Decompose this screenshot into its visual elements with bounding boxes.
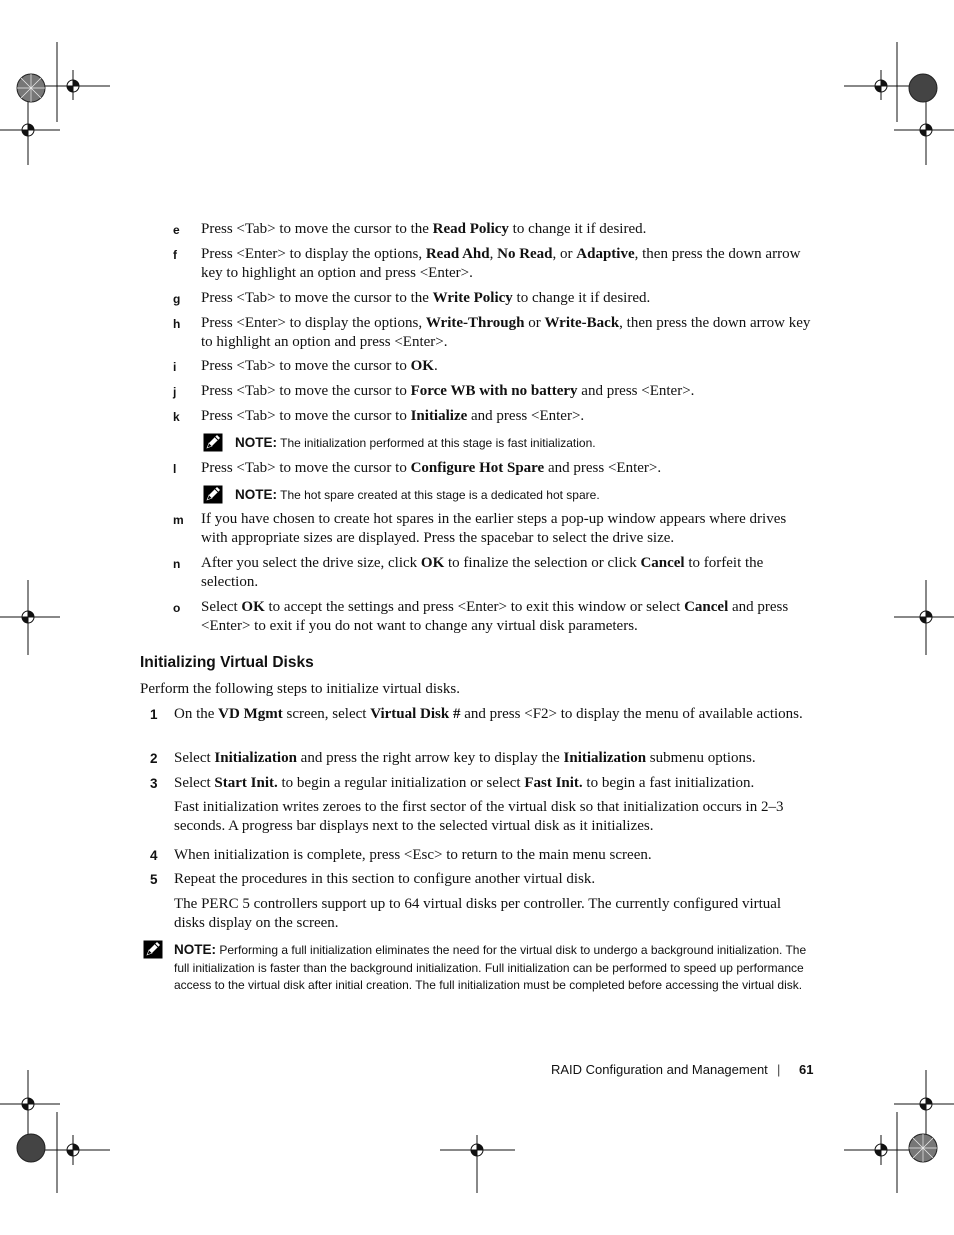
step-letter: g <box>173 292 181 306</box>
ui-term: Write-Through <box>425 315 525 331</box>
step-item <box>173 598 813 635</box>
step-number: 3 <box>150 776 158 791</box>
text-run: to change it if desired. <box>508 221 647 237</box>
text-run: and press <Enter>. <box>544 460 662 476</box>
page-number: 61 <box>799 1062 814 1077</box>
text-run: Press <Tab> to move the cursor to <box>201 460 411 476</box>
step-letter: m <box>173 513 184 527</box>
step-text <box>201 382 813 401</box>
text-run: Press <Tab> to move the cursor to <box>201 383 411 399</box>
note-fast-init <box>235 434 596 453</box>
note-label: NOTE: <box>235 435 277 450</box>
footer-separator: | <box>777 1062 781 1077</box>
step-number: 4 <box>150 848 158 863</box>
step-text <box>201 314 813 351</box>
numbered-step <box>150 774 815 793</box>
note-text: The initialization performed at this stage is fast initialization. <box>280 436 596 450</box>
text-run: , then press the down arrow key to highlight an option and press <Enter>. <box>201 246 801 281</box>
footer-chapter-title: RAID Configuration and Management <box>551 1062 768 1077</box>
text-run: Press <Enter> to display the options, <box>201 315 426 331</box>
ui-term: Configure Hot Spare <box>410 460 545 476</box>
numbered-step <box>150 870 815 889</box>
text-run: to change it if desired. <box>512 290 651 306</box>
text-run: . <box>433 358 438 374</box>
text-run: Press <Enter> to display the options, <box>201 246 426 262</box>
numbered-step <box>150 846 815 865</box>
step-text <box>201 510 813 547</box>
numbered-step <box>150 705 815 724</box>
text-run: , or <box>552 246 577 262</box>
ui-term: Initialization <box>214 750 297 766</box>
note-full-init <box>174 941 819 995</box>
ui-term: Cancel <box>684 599 729 615</box>
step-item <box>173 510 813 547</box>
text-run: and press <Enter>. <box>577 383 695 399</box>
step-number: 1 <box>150 707 158 722</box>
step-item <box>173 407 813 426</box>
ui-term: Start Init. <box>214 775 278 791</box>
ui-term: OK <box>420 555 445 571</box>
step-text <box>201 554 813 591</box>
step-text <box>201 598 813 635</box>
step-text <box>201 357 813 376</box>
note-pencil-icon <box>143 940 163 959</box>
ui-term: OK <box>241 599 265 615</box>
ui-term: No Read <box>497 246 553 262</box>
text-run: If you have chosen to create hot spares in the earlier steps a pop-up window appears where drives with appropriate sizes are displayed. Press the spacebar to select the drive size. <box>201 511 787 546</box>
text-run: or <box>524 315 545 331</box>
text-run: to begin a fast initialization. <box>582 775 755 791</box>
text-run: On the <box>174 706 219 722</box>
step-item <box>173 459 813 478</box>
text-run: , then press the down arrow key to highlight an option and press <Enter>. <box>201 315 811 350</box>
step-letter: k <box>173 410 180 424</box>
text-run: to forfeit the selection. <box>201 555 764 590</box>
fast-init-paragraph: Fast initialization writes zeroes to the first sector of the virtual disk so that initialization occurs in 2–3 seconds. A progress bar displays next to the selected virtual disk as it initializes. <box>174 799 784 834</box>
ui-term: Force WB with no battery <box>410 383 578 399</box>
note-text: Performing a full initialization eliminates the need for the virtual disk to undergo a background initialization. The full initialization is faster than the background initialization. Full initialization can be performed to speed up performance access to the virtual disk after initial creation. The full initialization must be completed before accessing the virtual disk. <box>174 943 807 992</box>
step-text <box>174 705 815 724</box>
ui-term: Fast Init. <box>524 775 583 791</box>
note-pencil-icon <box>203 485 223 504</box>
text-run: and press <Enter>. <box>467 408 585 424</box>
step-item <box>173 289 813 308</box>
text-run: and press the right arrow key to display the <box>296 750 564 766</box>
text-run: submenu options. <box>646 750 756 766</box>
text-run: Press <Tab> to move the cursor to the <box>201 290 433 306</box>
step-text <box>201 289 813 308</box>
step-letter: l <box>173 462 177 476</box>
text-run: Select <box>201 599 242 615</box>
text-run: Repeat the procedures in this section to configure another virtual disk. <box>174 871 596 887</box>
step-letter: i <box>173 360 177 374</box>
step-text <box>174 846 815 865</box>
text-run: to finalize the selection or click <box>444 555 641 571</box>
text-run: screen, select <box>282 706 371 722</box>
text-run: to begin a regular initialization or select <box>277 775 525 791</box>
note-label: NOTE: <box>174 942 216 957</box>
step-item <box>173 314 813 351</box>
perc-controllers-paragraph: The PERC 5 controllers support up to 64 virtual disks per controller. The currently configured virtual disks display on the screen. <box>174 896 782 931</box>
text-run: Press <Tab> to move the cursor to <box>201 358 411 374</box>
step-text <box>174 749 815 768</box>
note-pencil-icon <box>203 433 223 452</box>
text-run: and press <F2> to display the menu of available actions. <box>460 706 803 722</box>
step-item <box>173 220 813 239</box>
step-item <box>173 382 813 401</box>
step-letter: e <box>173 223 180 237</box>
step-number: 2 <box>150 751 158 766</box>
step-letter: o <box>173 601 181 615</box>
text-run: , <box>489 246 498 262</box>
step-text <box>201 407 813 426</box>
step-text <box>201 459 813 478</box>
ui-term: Cancel <box>640 555 685 571</box>
step-letter: h <box>173 317 181 331</box>
ui-term: VD Mgmt <box>218 706 283 722</box>
numbered-step <box>150 749 815 768</box>
text-run: Press <Tab> to move the cursor to <box>201 408 411 424</box>
text-run: Press <Tab> to move the cursor to the <box>201 221 433 237</box>
step-text <box>174 870 815 889</box>
ui-term: Adaptive <box>576 246 635 262</box>
note-label: NOTE: <box>235 487 277 502</box>
ui-term: Virtual Disk # <box>370 706 461 722</box>
ui-term: Read Ahd <box>425 246 490 262</box>
text-run: When initialization is complete, press <Esc> to return to the main menu screen. <box>174 847 652 863</box>
step-text <box>201 245 813 282</box>
ui-term: OK <box>410 358 434 374</box>
note-text: The hot spare created at this stage is a dedicated hot spare. <box>280 488 600 502</box>
step-letter: f <box>173 248 177 262</box>
section-intro: Perform the following steps to initialize virtual disks. <box>140 681 460 697</box>
step-number: 5 <box>150 872 158 887</box>
ui-term: Write-Back <box>544 315 620 331</box>
text-run: to accept the settings and press <Enter> to exit this window or select <box>264 599 685 615</box>
text-run: Select <box>174 775 215 791</box>
note-hot-spare <box>235 486 600 505</box>
section-heading: Initializing Virtual Disks <box>140 654 314 671</box>
step-item <box>173 554 813 591</box>
step-item <box>173 245 813 282</box>
step-text <box>201 220 813 239</box>
ui-term: Initialize <box>410 408 468 424</box>
step-item <box>173 357 813 376</box>
step-letter: j <box>173 385 177 399</box>
text-run: After you select the drive size, click <box>201 555 421 571</box>
text-run: and press <Enter> to exit if you do not want to change any virtual disk parameters. <box>201 599 789 634</box>
ui-term: Initialization <box>563 750 647 766</box>
step-text <box>174 774 815 793</box>
ui-term: Read Policy <box>432 221 509 237</box>
ui-term: Write Policy <box>432 290 513 306</box>
text-run: Select <box>174 750 215 766</box>
step-letter: n <box>173 557 181 571</box>
